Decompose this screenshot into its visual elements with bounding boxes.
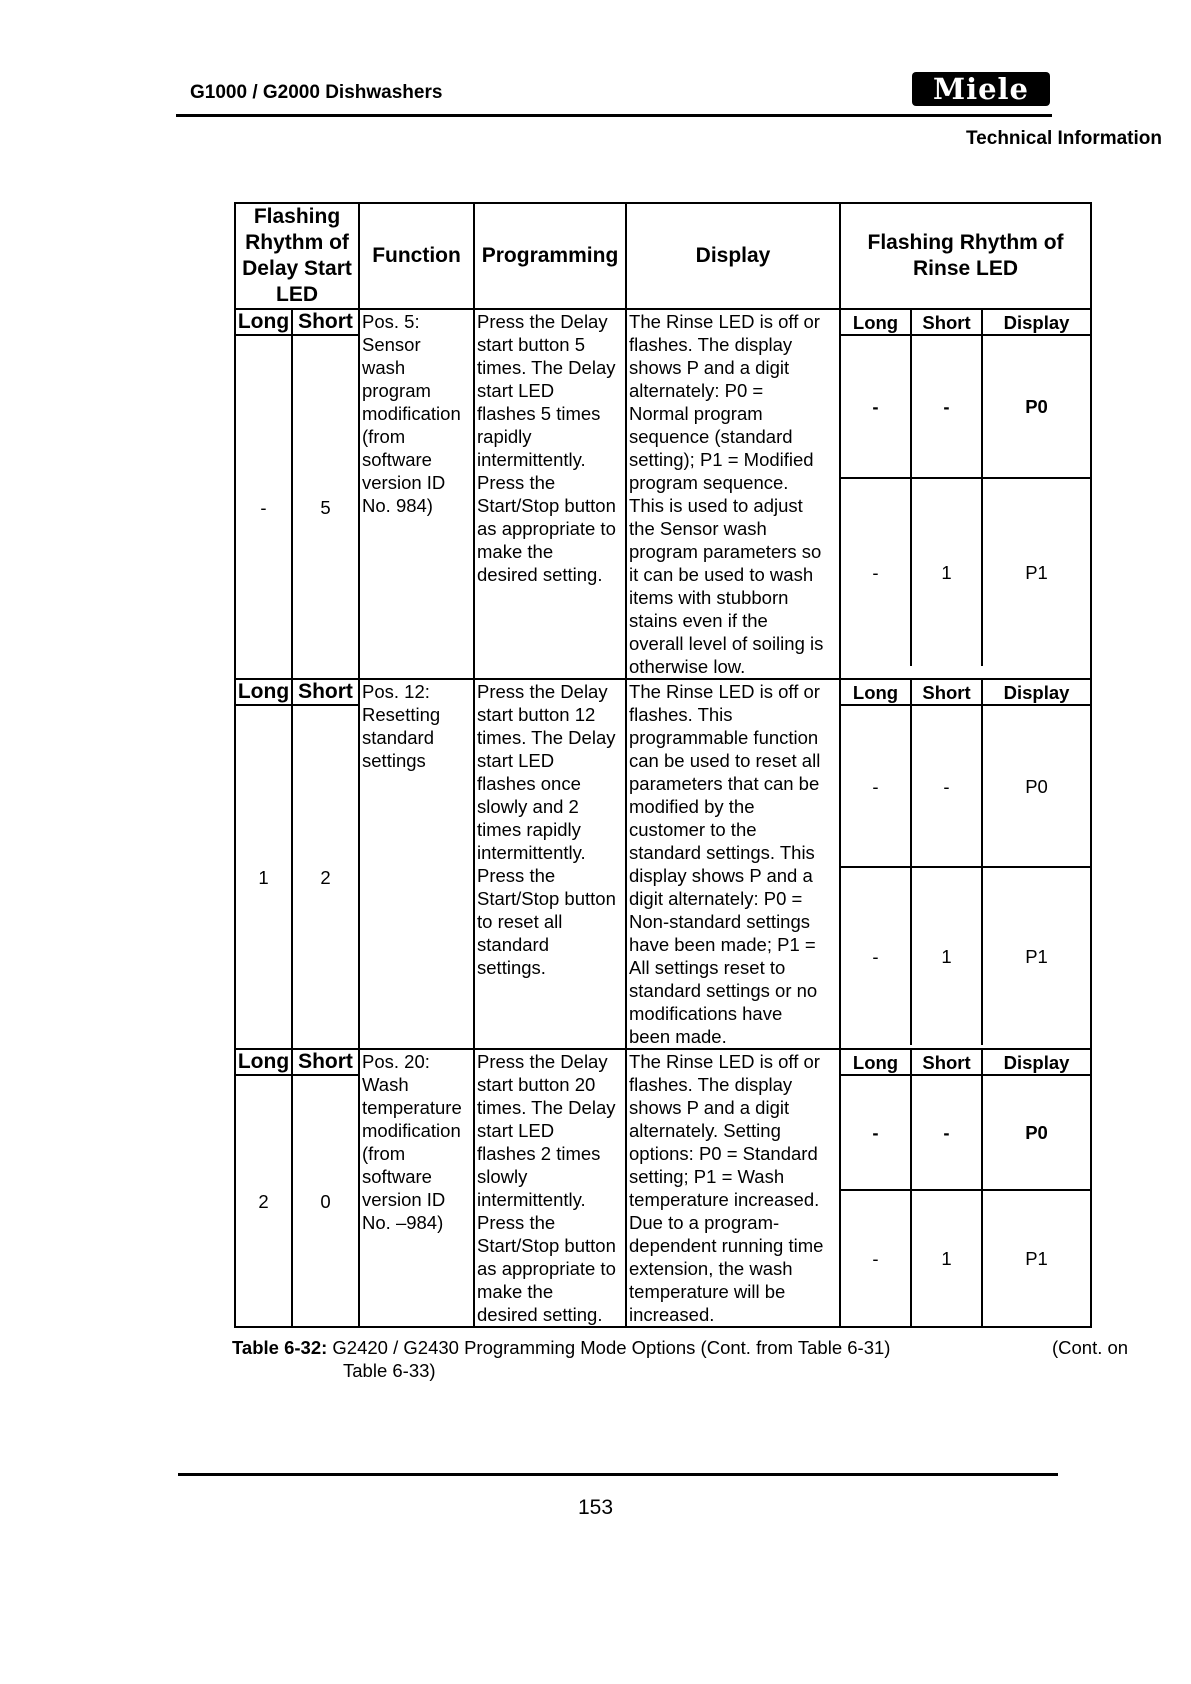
subheader-long: Long — [235, 309, 292, 335]
rinse-long-value: - — [841, 335, 911, 478]
header-delay-led: Flashing Rhythm of Delay Start LED — [235, 203, 359, 309]
delay-short-value: 5 — [292, 335, 359, 679]
header-rule — [176, 114, 1052, 117]
function-cell: Pos. 20: Wash temperature modification (from software version ID No. –984) — [359, 1049, 474, 1327]
display-cell: The Rinse LED is off or flashes. This programmable function can be used to reset all parameters that can be modified by the customer to the standard settings. This display shows P and a digit alternately: P0 = Non-standard settings have been made; P1 = All settings reset to standard settings or no modifications have been made. — [626, 679, 840, 1049]
rinse-short-value: - — [911, 335, 982, 478]
rinse-led-subtable — [841, 310, 1090, 666]
logo-text: Miele — [932, 71, 1030, 106]
delay-long-value: 2 — [235, 1075, 292, 1327]
programming-cell: Press the Delay start button 12 times. The Delay start LED flashes once slowly and 2 times rapidly intermittently. Press the Start/Stop button to reset all standard settings. — [474, 679, 626, 1049]
delay-short-value: 0 — [292, 1075, 359, 1327]
programming-cell: Press the Delay start button 5 times. The Delay start LED flashes 5 times rapidly intermittently. Press the Start/Stop button as appropriate to make the desired setting. — [474, 309, 626, 679]
rinse-led-subtable — [841, 680, 1090, 1045]
rinse-led-subtable — [841, 1050, 1090, 1326]
rinse-short-value: - — [911, 1075, 982, 1190]
rinse-short-value: - — [911, 705, 982, 867]
rinse-display-value: P1 — [982, 1190, 1090, 1326]
delay-short-value: 2 — [292, 705, 359, 1049]
rinse-long-value: - — [841, 478, 911, 666]
rinse-display-value: P0 — [982, 705, 1090, 867]
rinse-subheader-display: Display — [982, 310, 1090, 335]
rinse-display-value: P1 — [982, 478, 1090, 666]
rinse-subheader-long: Long — [852, 311, 899, 333]
header-function: Function — [359, 203, 474, 309]
programming-cell: Press the Delay start button 20 times. The Delay start LED flashes 2 times slowly intermittently. Press the Start/Stop button as appropriate to make the desired setting. — [474, 1049, 626, 1327]
subheader-short: Short — [292, 309, 359, 335]
rinse-subheader-display: Display — [982, 1050, 1090, 1075]
header-rinse-led: Flashing Rhythm of Rinse LED — [840, 203, 1091, 309]
rinse-long-value: - — [841, 867, 911, 1045]
rinse-short-value: 1 — [911, 867, 982, 1045]
rinse-subheader-short: Short — [911, 680, 982, 705]
rinse-subheader-long: Long — [852, 1051, 899, 1073]
function-cell: Pos. 5: Sensor wash program modification (from software version ID No. 984) — [359, 309, 474, 679]
display-cell: The Rinse LED is off or flashes. The display shows P and a digit alternately. Setting options: P0 = Standard setting; P1 = Wash temperature increased. Due to a program- dependent running time extension, the wash temperature will be increased. — [626, 1049, 840, 1327]
rinse-long-value: - — [841, 1075, 911, 1190]
rinse-display-value: P0 — [982, 335, 1090, 478]
rinse-subheader-display: Display — [982, 680, 1090, 705]
footer-rule — [178, 1473, 1058, 1476]
rinse-led-cell — [840, 309, 1091, 679]
rinse-led-cell — [840, 1049, 1091, 1327]
programming-mode-table — [234, 202, 1092, 1328]
page-number: 153 — [577, 1496, 614, 1519]
rinse-display-value: P0 — [982, 1075, 1090, 1190]
function-cell: Pos. 12: Resetting standard settings — [359, 679, 474, 1049]
display-cell: The Rinse LED is off or flashes. The display shows P and a digit alternately: P0 = Normal program sequence (standard setting); P1 = Modified program sequence. This is used to adjust the Sensor wash program parameters so it can be used to wash items with stubborn stains even if the overall level of soiling is otherwise low. — [626, 309, 840, 679]
table-row — [235, 1049, 1091, 1075]
caption-text: G2420 / G2430 Programming Mode Options (Cont. from Table 6-31) — [332, 1337, 891, 1358]
table-row — [235, 679, 1091, 705]
rinse-long-value: - — [841, 705, 911, 867]
rinse-subheader-long: Long — [852, 681, 899, 703]
subheader-long: Long — [235, 1049, 292, 1075]
table-row — [235, 309, 1091, 335]
rinse-display-value: P1 — [982, 867, 1090, 1045]
document-title: G1000 / G2000 Dishwashers — [190, 82, 443, 103]
caption-continuation-2: Table 6-33) — [343, 1360, 436, 1381]
header-display: Display — [626, 203, 840, 309]
miele-logo — [912, 72, 1050, 106]
rinse-long-value: - — [841, 1190, 911, 1326]
rinse-subheader-short: Short — [911, 1050, 982, 1075]
rinse-short-value: 1 — [911, 1190, 982, 1326]
section-subtitle: Technical Information — [965, 128, 1162, 149]
rinse-short-value: 1 — [911, 478, 982, 666]
rinse-subheader-short: Short — [911, 310, 982, 335]
subheader-short: Short — [292, 1049, 359, 1075]
delay-long-value: 1 — [235, 705, 292, 1049]
table-header-row — [235, 203, 1091, 309]
caption-label: Table 6-32: — [232, 1337, 328, 1358]
caption-line-1 — [232, 1336, 1132, 1359]
header-programming: Programming — [474, 203, 626, 309]
delay-long-value: - — [235, 335, 292, 679]
caption-continuation: (Cont. on — [1052, 1337, 1129, 1358]
subheader-long: Long — [235, 679, 292, 705]
subheader-short: Short — [292, 679, 359, 705]
table-caption — [232, 1336, 1132, 1382]
rinse-led-cell — [840, 679, 1091, 1049]
